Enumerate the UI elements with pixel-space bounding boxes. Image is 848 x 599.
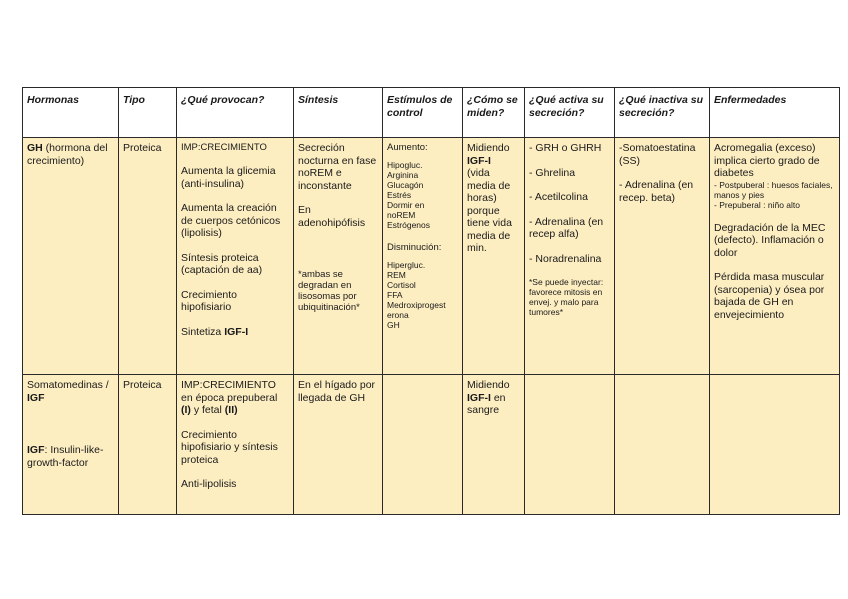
cell-provocan-igf xyxy=(177,375,294,515)
gh-provocan-6: Sintetiza xyxy=(181,325,225,338)
gh-sintesis-1: Secreción nocturna en fase noREM e inconstante xyxy=(298,142,377,192)
table-row-igf xyxy=(23,375,840,515)
igf-miden-pre: Midiendo xyxy=(467,379,510,391)
igf-name-pre: Somatomedinas / xyxy=(27,379,109,391)
gh-name: GH xyxy=(27,142,43,154)
cell-miden-gh xyxy=(463,138,525,375)
cell-tipo-gh: Proteica xyxy=(119,138,177,375)
gh-disminucion-4: Medroxiprogest xyxy=(387,300,446,310)
cell-estimulos-gh xyxy=(383,138,463,375)
gh-enf-1: Acromegalia (exceso) implica cierto grado de diabetes xyxy=(714,142,820,179)
header-hormonas: Hormonas xyxy=(23,88,119,138)
gh-provocan-5: Crecimiento hipofisiario xyxy=(181,288,238,313)
cell-tipo-igf: Proteica xyxy=(119,375,177,515)
cell-sintesis-gh xyxy=(294,138,383,375)
gh-provocan-3: Aumenta la creación de cuerpos cetónicos (lipolisis) xyxy=(181,202,281,239)
gh-activa-4: - Adrenalina (en recep alfa) xyxy=(529,215,604,240)
header-inactiva: ¿Qué inactiva su secreción? xyxy=(615,88,710,138)
header-sintesis: Síntesis xyxy=(294,88,383,138)
gh-activa-5: - Noradrenalina xyxy=(529,252,602,265)
gh-miden-post: (vida media de horas) porque tiene vida media de min. xyxy=(467,167,512,254)
igf-acronym: IGF xyxy=(27,444,45,456)
gh-disminucion-label: Disminución: xyxy=(387,242,442,253)
table-row-gh xyxy=(23,138,840,375)
gh-enf-5: Pérdida masa muscular (sarcopenia) y ósea por bajada de GH en envejecimiento xyxy=(714,271,825,321)
gh-enf-2: - Postpuberal : huesos faciales, manos y pies xyxy=(714,179,833,200)
cell-enfermedades-gh xyxy=(710,138,840,375)
gh-fullname: (hormona del crecimiento) xyxy=(27,142,108,167)
cell-hormona-igf xyxy=(23,375,119,515)
igf-provocan-3: Anti-lipolisis xyxy=(181,478,237,490)
cell-enfermedades-igf xyxy=(710,375,840,515)
gh-activa-1: - GRH o GHRH xyxy=(529,142,602,154)
gh-enf-4: Degradación de la MEC (defecto). Inflamación o dolor xyxy=(714,221,826,259)
gh-aumento-0: Hipogluc. xyxy=(387,160,423,170)
gh-disminucion-3: FFA xyxy=(387,290,403,300)
header-estimulos: Estímulos de control xyxy=(383,88,463,138)
gh-disminucion-6: GH xyxy=(387,320,400,330)
header-provocan: ¿Qué provocan? xyxy=(177,88,294,138)
gh-provocan-6-igf: IGF-I xyxy=(224,325,249,338)
cell-inactiva-igf xyxy=(615,375,710,515)
gh-sintesis-3: *ambas se degradan en lisosomas por ubiquitinación* xyxy=(298,269,360,313)
gh-inactiva-2: - Adrenalina (en recep. beta) xyxy=(619,179,694,204)
igf-fullname: : Insulin-like-growth-factor xyxy=(27,444,104,469)
header-tipo: Tipo xyxy=(119,88,177,138)
gh-activa-6: *Se puede inyectar: favorece mitosis en envej. y malo para tumores* xyxy=(529,277,604,317)
gh-aumento-3: Estrés xyxy=(387,190,412,200)
cell-provocan-gh xyxy=(177,138,294,375)
cell-sintesis-igf: En el hígado por llegada de GH xyxy=(294,375,383,515)
igf-miden-igf: IGF-I xyxy=(467,391,491,404)
gh-inactiva-1: -Somatoestatina (SS) xyxy=(619,142,696,167)
igf-provocan-2: Crecimiento hipofisiario y síntesis proteica xyxy=(181,428,278,466)
gh-disminucion-0: Hipergluc. xyxy=(387,260,426,270)
header-enfermedades: Enfermedades xyxy=(710,88,840,138)
gh-provocan-2: Aumenta la glicemia (anti-insulina) xyxy=(181,165,276,190)
gh-aumento-4: Dormir en xyxy=(387,200,425,210)
gh-aumento-2: Glucagón xyxy=(387,180,424,190)
igf-name: IGF xyxy=(27,391,45,404)
gh-aumento-5: noREM xyxy=(387,210,416,220)
header-row xyxy=(23,88,840,138)
hormones-table xyxy=(22,87,840,515)
igf-provocan-1-mid: y fetal xyxy=(190,404,225,416)
gh-provocan-1: IMP:CRECIMIENTO xyxy=(181,142,267,153)
gh-miden-igf: IGF-I xyxy=(467,154,491,167)
gh-provocan-4: Síntesis proteica (captación de aa) xyxy=(181,251,263,276)
cell-inactiva-gh xyxy=(615,138,710,375)
header-miden: ¿Cómo se miden? xyxy=(463,88,525,138)
gh-disminucion-1: REM xyxy=(387,270,406,280)
cell-estimulos-igf xyxy=(383,375,463,515)
gh-disminucion-2: Cortisol xyxy=(387,280,416,290)
gh-activa-2: - Ghrelina xyxy=(529,166,576,179)
cell-miden-igf xyxy=(463,375,525,515)
cell-activa-gh xyxy=(525,138,615,375)
igf-provocan-1: IMP:CRECIMIENTO en época prepuberal xyxy=(181,379,278,404)
gh-aumento-1: Arginina xyxy=(387,170,419,180)
igf-miden-post: en sangre xyxy=(467,391,506,416)
cell-hormona-gh xyxy=(23,138,119,375)
gh-aumento-6: Estrógenos xyxy=(387,220,430,230)
gh-activa-3: - Acetilcolina xyxy=(529,191,588,203)
gh-enf-3: - Prepuberal : niño alto xyxy=(714,199,800,210)
gh-sintesis-2: En adenohipófisis xyxy=(298,204,366,229)
gh-aumento-label: Aumento: xyxy=(387,142,428,153)
igf-provocan-1-b1: (I) xyxy=(181,404,191,416)
gh-disminucion-5: erona xyxy=(387,310,409,320)
igf-provocan-1-b2: (II) xyxy=(224,404,238,416)
cell-activa-igf xyxy=(525,375,615,515)
header-activa: ¿Qué activa su secreción? xyxy=(525,88,615,138)
gh-miden-pre: Midiendo xyxy=(467,142,510,154)
